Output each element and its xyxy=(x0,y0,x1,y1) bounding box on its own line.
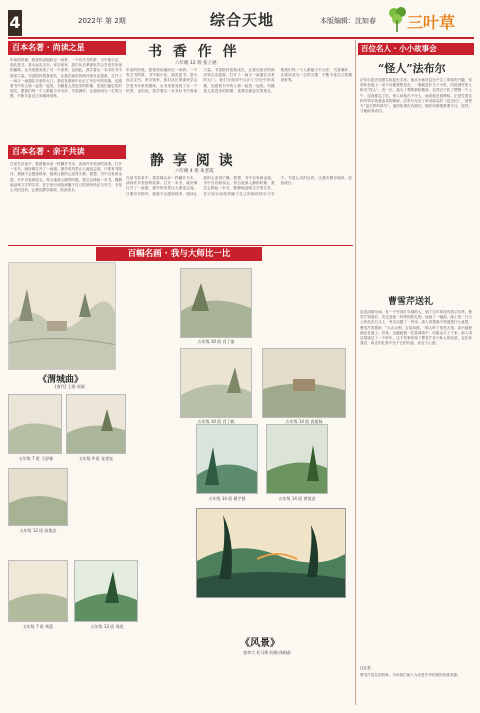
article1-body: 年前的时候，我曾热切地盼过一场梦。一个有关书的梦，书中那小径，曲先是书，是永远走走书。家告知家，我们从长辈那里学会享受书本里的趣味，从书里我发现了另一个世界，也因此，我学着从一本本好书中汲取力量。书香陪伴着我成长，让我在知识的海洋里自由遨游，打开了一扇又一扇通往未来的大门。我们在阅读中认识了历史中的英雄，也跟着书中的人物一起哭一起笑。书籍是人类进步的阶梯，是我们最忠实的朋友，愿我们每一个人都能与书为伴，书香满怀，让阅读成为一生的习惯，不断丰富自己的精神世界。 xyxy=(126,68,352,93)
article4-title: 曹雪芹送礼 xyxy=(388,297,434,307)
student-painting-2 xyxy=(180,348,252,418)
header-rule xyxy=(8,37,474,39)
student-caption-1: 五年级 10 班 肖丁丽 xyxy=(197,339,235,344)
article3-title: “怪人”法布尔 xyxy=(378,62,446,75)
column-label-parent-child: 百本名著 · 亲子共读 xyxy=(8,145,126,159)
student-caption-2: 五年级 10 班 肖丁帆 xyxy=(197,419,235,424)
issue-date: 2022年 第 2期 xyxy=(78,17,126,25)
article1-left-text: 年前的时候，我曾热切地盼过一场梦。一个有关书的梦，书中那小径，曲先是书，是永远走走书。家告知家，我们从长辈那里学会享受书本里的趣味，从书里我发现了另一个世界，也因此，我学着从一本本好书中汲取力量。书香陪伴着我成长，让我在知识的海洋里自由遨游，打开了一扇又一扇通往未来的大门。我们在阅读中认识了历史中的英雄，也跟着书中的人物一起哭一起笑。书籍是人类进步的阶梯，是我们最忠实的朋友，愿我们每一个人都能与书为伴，书香满怀，让阅读成为一生的习惯，不断丰富自己的精神世界。 xyxy=(10,58,122,99)
student-caption-9: 五年级 7 班 黄蒙 xyxy=(22,624,54,629)
student-painting-9 xyxy=(8,560,68,622)
article1-byline: 六年级 12 班 张子涵 xyxy=(175,61,217,66)
article2-body: 在某书页某中，我曾像从前一样翻开书本，读到许多美妙的故事。打开一本书，就好像打开了一扇窗，窗外的风景让人流连忘返。只要有书陪伴，我就不会感到孤单，阅读让我的心变得宁静。我想，书中自有黄金屋，书中自有颜如玉。每当夜深人静的时候，我总会捧起一本书，静静地品味文字的芬芳，在字里行间找到属于自己的那份快乐与安宁。书是心灵的良药，让我们静享阅读，收获成长。 xyxy=(126,176,352,196)
logo-text: 三叶草 xyxy=(407,13,456,32)
article1-title: 书 香 作 伴 xyxy=(148,44,240,60)
editor-credit: 本版编辑：沈如春 xyxy=(320,17,376,25)
column-label-reading: 百本名著 · 尚读之星 xyxy=(8,41,126,55)
student-painting-8 xyxy=(266,424,328,494)
student-painting-7 xyxy=(196,424,258,494)
student-painting-4 xyxy=(8,394,62,454)
article3-body: 法布尔是法国著名的昆虫学家。他从小就对昆虫产生了浓厚的兴趣，常常趴在地上一动不动地观察昆虫，一看就是好几个小时，因此被村里人称为“怪人”。有一次，他为了观察蚂蚁搬家，在烈日下趴了整整一个上午，连饭都忘了吃。别人问他在干什么，他说他在看蚂蚁。正是凭着这种对科学执着追求的精神，法布尔写出了举世闻名的《昆虫记》，被誉为“昆虫界的荷马”。他的故事告诉我们，做任何事情都要专注、坚持，才能取得成功。 xyxy=(360,78,472,114)
article4-note-title: 这让是： xyxy=(360,666,375,670)
main-painting-subtitle: [唐代] 王维 原画 xyxy=(55,384,85,389)
article2-title: 静 享 阅 读 xyxy=(150,153,235,169)
student-caption-8: 五年级 14 班 黄悦安 xyxy=(278,496,316,501)
fengjing-title: 《风景》 xyxy=(240,638,280,649)
painting-fengjing xyxy=(196,508,346,598)
article2-left-text: 在某书页某中，我曾像从前一样翻开书本，读到许多美妙的故事。打开一本书，就好像打开了一扇窗，窗外的风景让人流连忘返。只要有书陪伴，我就不会感到孤单，阅读让我的心变得宁静。我想，书中自有黄金屋，书中自有颜如玉。每当夜深人静的时候，我总会捧起一本书，静静地品味文字的芬芳，在字里行间找到属于自己的那份快乐与安宁。书是心灵的良药，让我们静享阅读，收获成长。 xyxy=(10,162,122,193)
student-painting-3 xyxy=(262,348,346,418)
student-caption-6: 五年级 12 班 陈俊安 xyxy=(19,528,57,533)
section-title: 综合天地 xyxy=(210,11,275,29)
column-label-painting-contest: 百幅名画 · 我与大师比一比 xyxy=(96,247,262,261)
student-caption-10: 五年级 13 班 周欣 xyxy=(90,624,124,629)
masthead-logo xyxy=(385,4,473,34)
student-caption-3: 五年级 14 班 高旭杨 xyxy=(285,419,323,424)
right-column-divider xyxy=(355,40,356,705)
article4-note: 曹雪芹送礼的故事，告诉我们助人为乐是中华民族的传统美德。 xyxy=(360,673,461,677)
student-caption-4: 五年级 7 班 于舒雅 xyxy=(18,456,54,461)
main-painting-title: 《渭城曲》 xyxy=(38,375,84,385)
student-painting-10 xyxy=(74,560,138,622)
page-number: 4 xyxy=(8,10,22,36)
student-painting-1 xyxy=(180,268,252,338)
student-caption-5: 五年级 9 班 张雯钰 xyxy=(78,456,114,461)
student-caption-7: 五年级 14 班 戴宇涵 xyxy=(208,496,246,501)
fengjing-subtitle: 加拿大 托马斯·约翰·汤姆森 xyxy=(243,650,291,655)
student-painting-6 xyxy=(8,468,68,526)
painting-weicheng-qu xyxy=(8,262,116,370)
column-label-small-author: 百位名人 · 小小故事会 xyxy=(358,43,474,55)
student-painting-5 xyxy=(66,394,126,454)
article4-body: 话说清朝年间，有一个穷得叮当响的人，到了过年却没有钱买年货。曹雪芹知道后，决定送他一份特别的礼物。他画了一幅画，画上是一只大公鸡站在石头上，旁边还题了一首诗。那人拿着画不知道是什么意思，曹雪芹笑着说：“大吉大利，吉星高照。”那人听了恍然大悟，高兴地把画挂在墙上。后来，这幅画被一位富商看中，用重金买了下来，那人用这笔钱过了一个好年。这个故事体现了曹雪芹乐于助人的品质，也告诉我们，真正的礼物不在于它的价值，而在于心意。 xyxy=(360,310,472,346)
article2-byline: 六年级 4 班 朱老霞 xyxy=(175,169,214,174)
